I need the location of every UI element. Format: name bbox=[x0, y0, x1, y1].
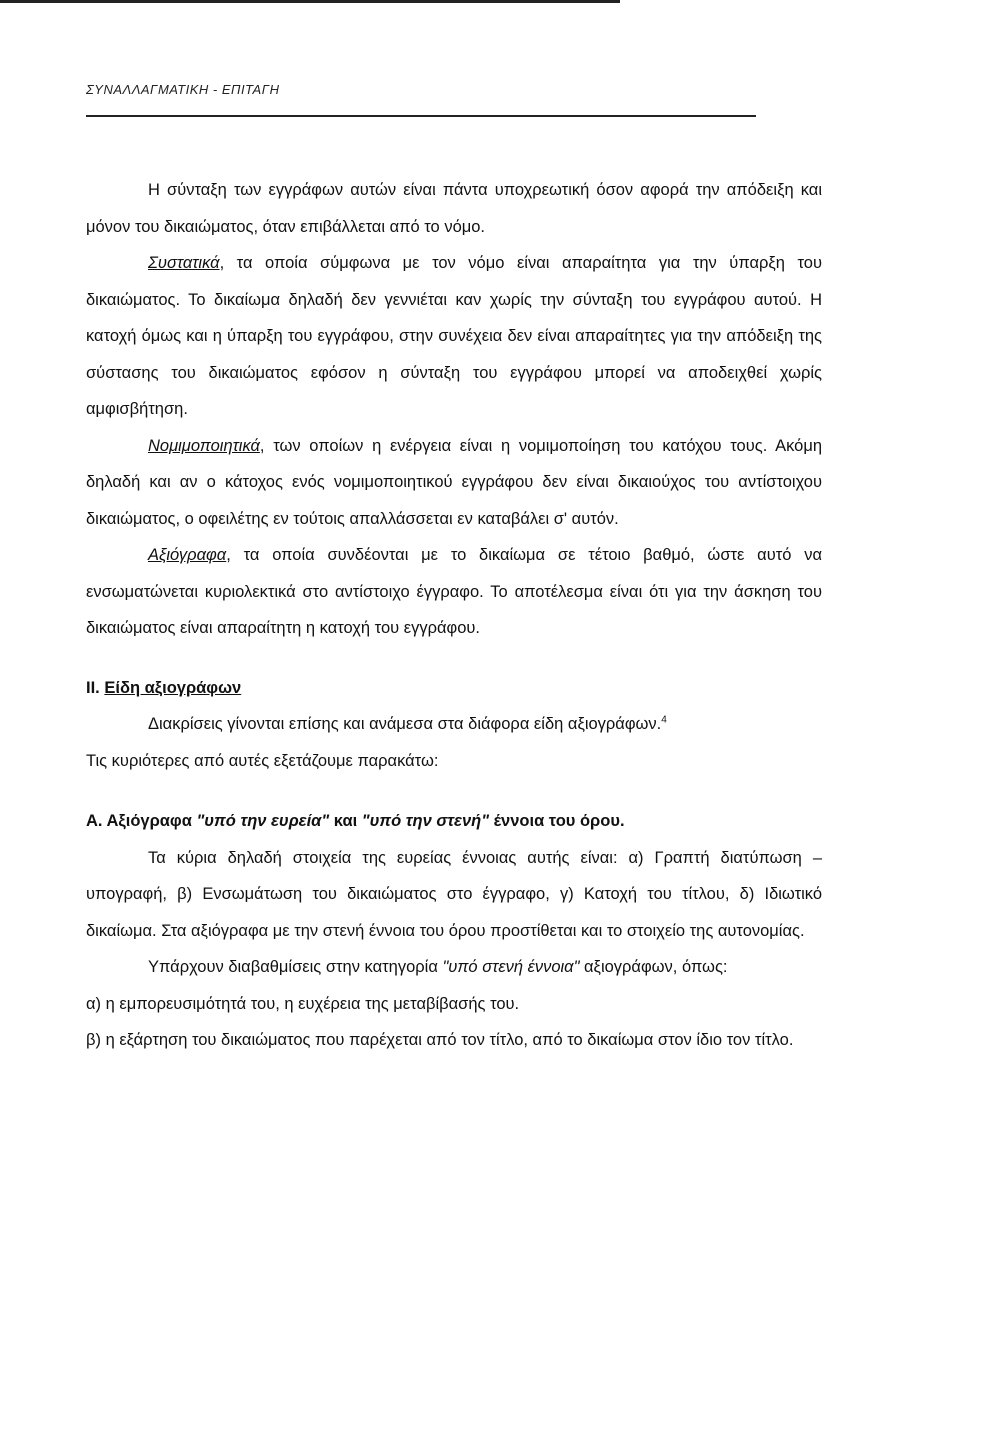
paragraph-systatika bbox=[86, 245, 822, 428]
paragraph-diavathmiseis bbox=[86, 949, 822, 986]
heading-a-mid: και bbox=[329, 812, 362, 830]
heading-a-suffix: έννοια του όρου. bbox=[489, 812, 625, 830]
top-scan-edge bbox=[0, 0, 620, 3]
term-nomimopoiitika: Νομιμοποιητικά bbox=[148, 436, 260, 455]
heading-a-prefix: Α. Αξιόγραφα bbox=[86, 812, 197, 830]
diavathmiseis-quote: "υπό στενή έννοια" bbox=[442, 958, 580, 976]
section-heading-ii bbox=[86, 670, 822, 707]
spacer bbox=[86, 779, 822, 803]
paragraph-kyrioteres: Τις κυριότερες από αυτές εξετάζουμε παρακάτω: bbox=[86, 751, 439, 770]
paragraph-intro: Η σύνταξη των εγγράφων αυτών είναι πάντα υποχρεωτική όσον αφορά την απόδειξη και μόνον του δικαιώματος, όταν επιβάλλεται από το νόμο. bbox=[86, 181, 822, 236]
section-number: ΙΙ. bbox=[86, 678, 100, 697]
term-systatika: Συστατικά bbox=[148, 254, 220, 272]
paragraph-nomimopoiitika bbox=[86, 428, 822, 538]
heading-a-quote-1: "υπό την ευρεία" bbox=[196, 812, 330, 830]
paragraph-axiografa bbox=[86, 537, 822, 647]
page-body bbox=[86, 172, 822, 1059]
heading-a-quote-2: "υπό την στενή" bbox=[361, 812, 490, 830]
header-rule bbox=[86, 115, 756, 117]
paragraph-axiografa-text: , τα οποία συνδέονται με το δικαίωμα σε τέτοιο βαθμό, ώστε αυτό να ενσωματώνεται κυριολεκτικά στο αντίστοιχο έγγραφο. Το αποτέλεσμα είναι ότι για την άσκηση του δικαιώματος είναι απαραίτητη η κατοχή του εγγράφου. bbox=[86, 546, 822, 637]
diavathmiseis-tail: αξιογράφων, όπως: bbox=[579, 958, 728, 976]
list-item-b: β) η εξάρτηση του δικαιώματος που παρέχεται από τον τίτλο, από το δικαίωμα στον ίδιο τον τίτλο. bbox=[86, 1031, 794, 1049]
paragraph-systatika-text: , τα οποία σύμφωνα με τον νόμο είναι απαραίτητα για την ύπαρξη του δικαιώματος. Το δικαίωμα δηλαδή δεν γεννιέται καν χωρίς την σύνταξη του εγγράφου αυτού. Η κατοχή όμως και η ύπαρξη του εγγράφου, στην συνέχεια δεν είναι απαραίτητες για την απόδειξη της σύστασης του δικαιώματος εφόσον η σύνταξη του εγγράφου μπορεί να αποδειχθεί χωρίς αμφισβήτηση. bbox=[86, 254, 822, 418]
footnote-marker: 4 bbox=[661, 714, 667, 726]
diavathmiseis-text: Υπάρχουν διαβαθμίσεις στην κατηγορία bbox=[148, 958, 443, 976]
term-axiografa: Αξιόγραφα bbox=[148, 546, 227, 564]
spacer bbox=[86, 647, 822, 670]
list-item-a: α) η εμπορευσιμότητά του, η ευχέρεια της μεταβίβασής του. bbox=[86, 994, 520, 1013]
paragraph-nomimopoiitika-text: , των οποίων η ενέργεια είναι η νομιμοποίηση του κατόχου τους. Ακόμη δηλαδή και αν ο κάτοχος ενός νομιμοποιητικού εγγράφου δεν είναι δικαιούχος του αντίστοιχου δικαιώματος, ο οφειλέτης εν τούτοις απαλλάσσεται εν καταβάλει σ' αυτόν. bbox=[86, 436, 822, 528]
paragraph-kyria-stoixeia: Τα κύρια δηλαδή στοιχεία της ευρείας έννοιας αυτής είναι: α) Γραπτή διατύπωση – υπογραφή, β) Ενσωμάτωση του δικαιώματος στο έγγραφο, γ) Κατοχή του τίτλου, δ) Ιδιωτικό δικαίωμα. Στα αξιόγραφα με την στενή έννοια του όρου προστίθεται και το στοιχείο της αυτονομίας. bbox=[86, 848, 822, 940]
running-header: ΣΥΝΑΛΛΑΓΜΑΤΙΚΗ - ΕΠΙΤΑΓΗ bbox=[86, 82, 280, 97]
section-title: Είδη αξιογράφων bbox=[104, 678, 242, 697]
section-heading-a bbox=[86, 803, 822, 840]
paragraph-diakriseis-text: Διακρίσεις γίνονται επίσης και ανάμεσα στα διάφορα είδη αξιογράφων. bbox=[148, 715, 662, 733]
paragraph-diakriseis bbox=[86, 706, 822, 743]
